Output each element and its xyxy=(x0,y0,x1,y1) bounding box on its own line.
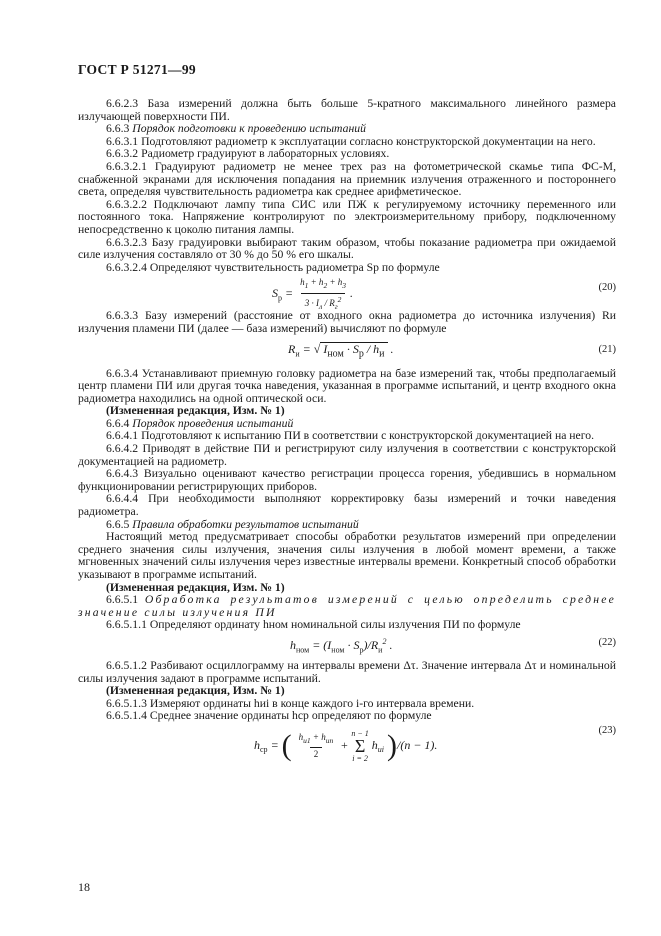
amendment-note: (Измененная редакция, Изм. № 1) xyxy=(106,580,285,594)
equation-20: $S_р$ = $\frac{h_1 + h_2 + h_3}{3 \cdot I_л / R_г^2}$ . (20) xyxy=(78,276,616,306)
paragraph-6-6-3-2-4: 6.6.3.2.4 Определяют чувствительность радиометра Sр по формуле xyxy=(106,260,440,274)
paragraph-method: Настоящий метод предусматривает способы обработки результатов измерений при определении среднего значения силы излучения, значения силы излучения в любой момент времени, а также мгновенных значений силы излучения через известные интервалы времени. Конкретный способ обработки указывают в программе испытаний. xyxy=(78,530,616,581)
paragraph-6-6-5-1-2: 6.6.5.1.2 Разбивают осциллограмму на интервалы времени Δτ. Значение интервала Δτ и номинальной силы излучения задают в программе испытаний. xyxy=(78,658,616,685)
paragraph-6-6-4-1: 6.6.4.1 Подготовляют к испытанию ПИ в соответствии с конструкторской документацией на него. xyxy=(106,429,595,443)
document-body xyxy=(78,98,616,773)
paragraph-6-6-5-1-4: 6.6.5.1.4 Среднее значение ординаты hср определяют по формуле xyxy=(106,709,432,723)
paragraph-6-6-3-3: 6.6.3.3 Базу измерений (расстояние от входного окна радиометра до источника излучения) Rи излучения пламени ПИ (далее — база измерений) вычисляют по формуле xyxy=(78,309,616,335)
paragraph-6-6-2-3: 6.6.2.3 База измерений должна быть больше 5-кратного максимального линейного размера излучающей поверхности ПИ. xyxy=(78,97,616,123)
equation-number: (21) xyxy=(598,343,616,355)
equation-number: (22) xyxy=(598,636,616,648)
section-6-6-5: 6.6.5 Правила обработки результатов испытаний xyxy=(106,517,359,531)
page-number: 18 xyxy=(78,880,90,894)
section-6-6-3: 6.6.3 Порядок подготовки к проведению испытаний xyxy=(106,122,366,136)
paragraph-6-6-5-1-3: 6.6.5.1.3 Измеряют ординаты hиi в конце каждого i-го интервала времени. xyxy=(106,696,475,710)
equation-number: (20) xyxy=(598,282,616,294)
equation-22: $h_{ном} = (I_{ном} \cdot S_р)/R_и^2$ . (22) xyxy=(290,636,616,655)
section-6-6-4: 6.6.4 Порядок проведения испытаний xyxy=(106,416,294,430)
equation-23: $h_{ср}$ = ( $\frac{h_{и1} + h_{иn}}{2}$ + n − 1 Σ i = 2 $h_{иi}$ )/(n − 1). (23) xyxy=(254,724,616,763)
paragraph-6-6-3-2-2: 6.6.3.2.2 Подключают лампу типа СИС или ПЖ к регулируемому источнику переменного или постоянного тока. Напряжение контролируют по электроизмерительному прибору, подключенному непосредственно к цоколю питания лампы. xyxy=(78,197,616,236)
paragraph-6-6-3-2-1: 6.6.3.2.1 Градуируют радиометр не менее трех раз на фотометрической скамье типа ФС-М, снабженной экранами для исключения попадания на приемник излучения отраженного и постороннего света, определяя чувствительность радиометра как среднее арифметическое. xyxy=(78,159,616,199)
paragraph-6-6-5-1-1: 6.6.5.1.1 Определяют ординату hном номинальной силы излучения ПИ по формуле xyxy=(106,618,521,632)
equation-number: (23) xyxy=(598,724,616,736)
document-header: ГОСТ Р 51271—99 xyxy=(78,62,196,77)
amendment-note: (Измененная редакция, Изм. № 1) xyxy=(106,404,285,418)
paragraph-6-6-3-4: 6.6.3.4 Устанавливают приемную головку радиометра на базе измерений так, чтобы предполагаемый центр пламени ПИ или другая точка наведения, указанная в программе испытаний, и центр входного окна радиометра находились на одной оптической оси. xyxy=(78,366,616,405)
paragraph-6-6-3-2: 6.6.3.2 Радиометр градуируют в лабораторных условиях. xyxy=(106,147,390,161)
paragraph-6-6-4-3: 6.6.4.3 Визуально оценивают качество регистрации процесса горения, убедившись в нормальном функционировании регистрирующих приборов. xyxy=(78,467,616,493)
paragraph-6-6-4-4: 6.6.4.4 При необходимости выполняют корректировку базы измерений и точки наведения радиометра. xyxy=(78,492,616,519)
equation-21: $R_и$ = √ $I_{ном} \cdot S_р / h_и$ . (21) xyxy=(288,341,616,359)
paragraph-6-6-4-2: 6.6.4.2 Приводят в действие ПИ и регистрируют силу излучения в соответствии с конструкторской документацией на радиометр. xyxy=(78,442,616,468)
paragraph-6-6-3-2-3: 6.6.3.2.3 Базу градуировки выбирают таким образом, чтобы показание радиометра при ожидаемой силе излучения составляло от 30 % до 50 % его шкалы. xyxy=(78,235,616,262)
amendment-note: (Измененная редакция, Изм. № 1) xyxy=(106,684,285,698)
section-6-6-5-1: 6.6.5.1 Обработка результатов измерений с целью определить среднее значение силы излучения ПИ xyxy=(78,593,616,619)
paragraph-6-6-3-1: 6.6.3.1 Подготовляют радиометр к эксплуатации согласно конструкторской документации на него. xyxy=(106,134,596,148)
